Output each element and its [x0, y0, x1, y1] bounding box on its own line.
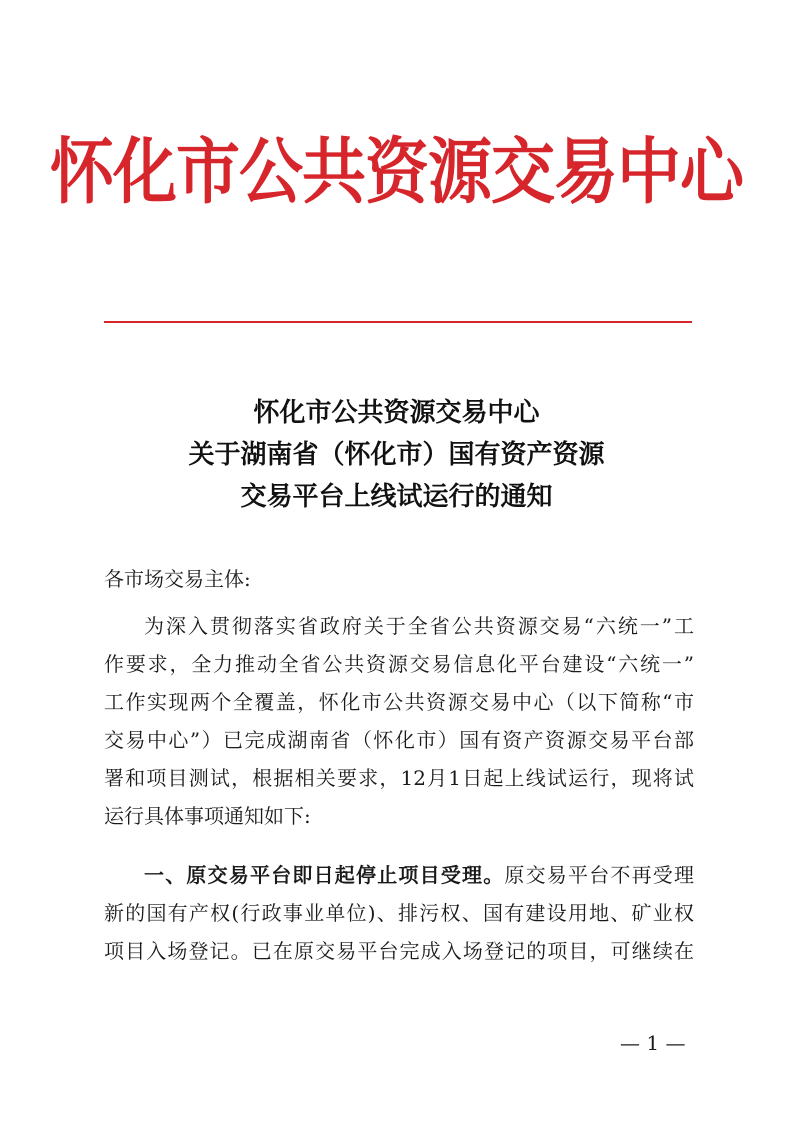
red-divider-line [104, 321, 692, 323]
title-line-2: 关于湖南省（怀化市）国有资产资源 [188, 440, 605, 470]
paragraph-line: 署和项目测试，根据相关要求，12月1日起上线试运行，现将试 [104, 766, 694, 790]
paragraph-line: 新的国有产权(行政事业单位)、排污权、国有建设用地、矿业权 [104, 901, 694, 925]
paragraph-text: 原交易平台不再受理 [504, 863, 695, 887]
paragraph-2 [104, 856, 694, 970]
section-heading: 一、原交易平台即日起停止项目受理。 [144, 863, 505, 887]
paragraph-line: 项目入场登记。已在原交易平台完成入场登记的项目，可继续在 [104, 939, 694, 963]
title-line-3: 交易平台上线试运行的通知 [240, 482, 553, 512]
paragraph-line: 作要求，全力推动全省公共资源交易信息化平台建设“六统一” [104, 652, 694, 676]
title-line-1: 怀化市公共资源交易中心 [253, 398, 540, 428]
paragraph-1 [104, 607, 694, 835]
paragraph-line [104, 856, 694, 894]
masthead-org-name: 怀化市公共资源交易中心 [50, 131, 743, 215]
paragraph-line: 运行具体事项通知如下: [104, 804, 311, 828]
document-title [0, 392, 793, 518]
salutation: 各市场交易主体: [104, 567, 251, 591]
paragraph-line: 工作实现两个全覆盖，怀化市公共资源交易中心（以下简称“市 [104, 690, 694, 714]
page-number: — 1 — [620, 1031, 686, 1055]
paragraph-line: 交易中心”）已完成湖南省（怀化市）国有资产资源交易平台部 [104, 728, 694, 752]
paragraph-line: 为深入贯彻落实省政府关于全省公共资源交易“六统一”工 [144, 614, 694, 638]
